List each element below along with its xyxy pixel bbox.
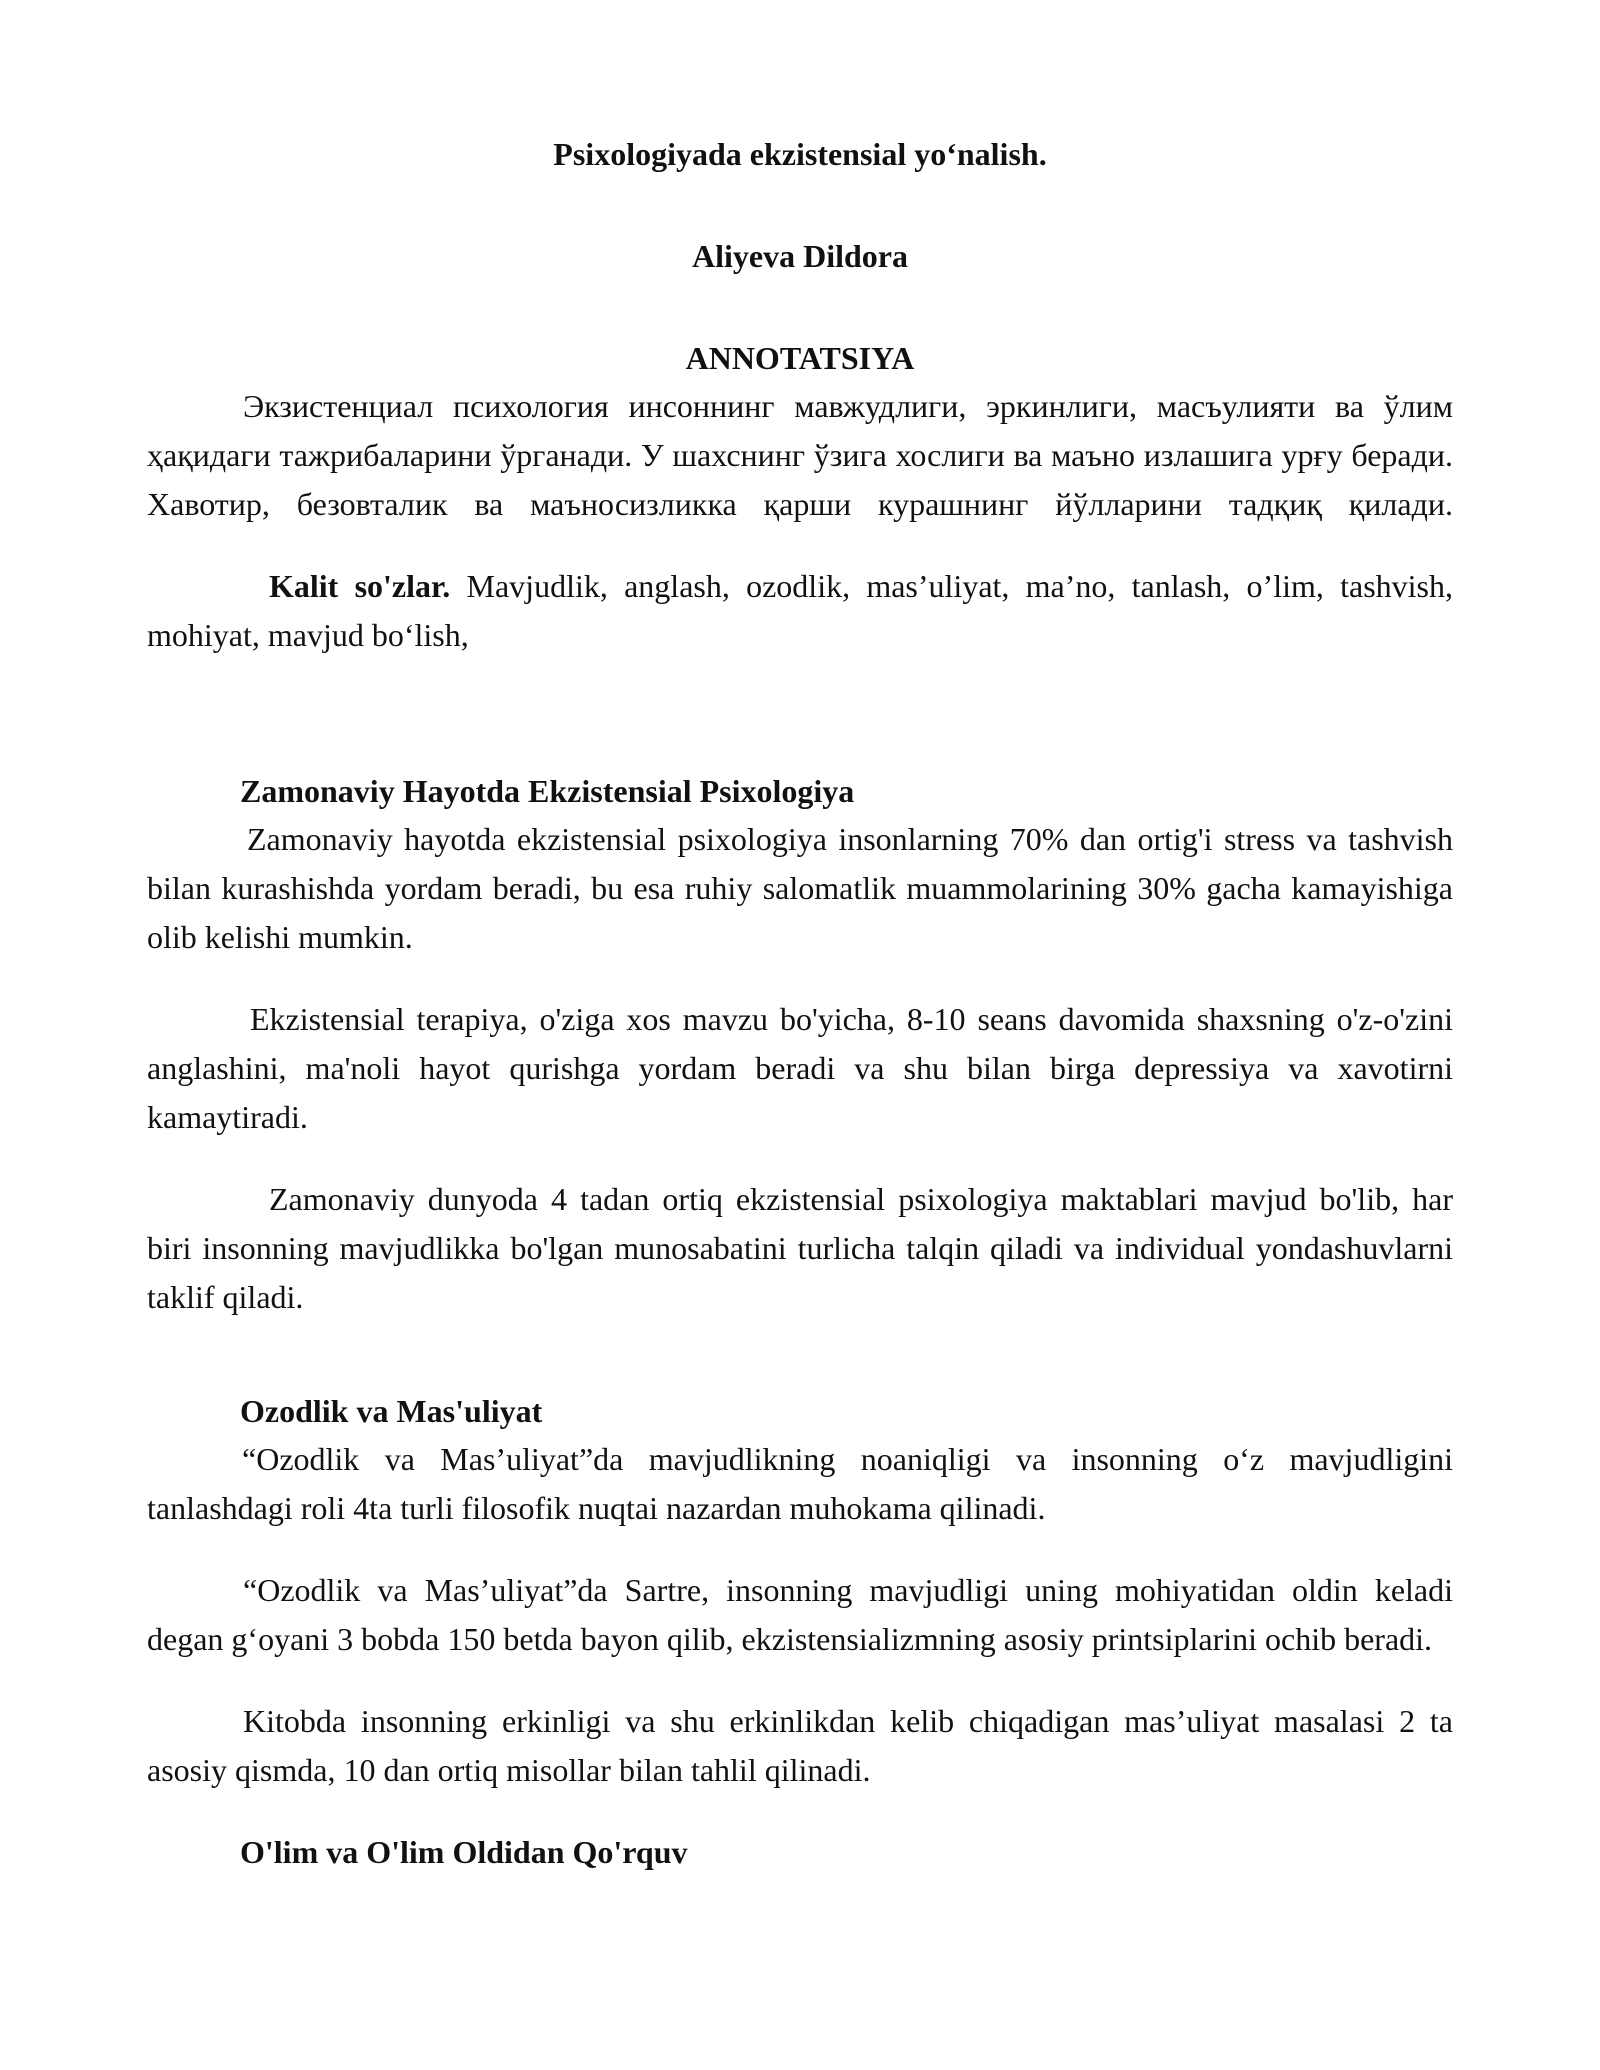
paragraph: Ekzistensial terapiya, o'ziga xos mavzu bo'yicha, 8-10 seans davomida shaxsning o'z-o'zini anglashini, ma'noli hayot qurishga yordam beradi va shu bilan birga depressiya va xavotirni kamaytiradi.: [147, 1001, 1453, 1135]
paragraph: “Ozodlik va Mas’uliyat”da mavjudlikning noaniqligi va insonning o‘z mavjudligini tanlashdagi roli 4ta turli filosofik nuqtai nazardan muhokama qilinadi.: [147, 1441, 1453, 1526]
section-heading-freedom-responsibility: Ozodlik va Mas'uliyat: [240, 1393, 543, 1429]
paragraph: Zamonaviy dunyoda 4 tadan ortiq ekzistensial psixologiya maktablari mavjud bo'lib, har biri insonning mavjudlikka bo'lgan munosabatini turlicha talqin qiladi va individual yondashuvlarni taklif qiladi.: [147, 1181, 1453, 1315]
annotation-heading: ANNOTATSIYA: [685, 340, 915, 376]
annotation-text: Экзистенциал психология инсоннинг мавжудлиги, эркинлиги, масъулияти ва ўлим ҳақидаги тажрибаларини ўрганади. У шахснинг ўзига хослиги ва маъно излашига урғу беради. Хавотир, безовталик ва маъносизликка қарши курашнинг йўлларини тадқиқ қилади.: [147, 388, 1453, 522]
section-heading-modern-life: Zamonaviy Hayotda Ekzistensial Psixologiya: [240, 773, 855, 809]
section-heading-death-fear: O'lim va O'lim Oldidan Qo'rquv: [240, 1834, 688, 1870]
paragraph: Kitobda insonning erkinligi va shu erkinlikdan kelib chiqadigan mas’uliyat masalasi 2 ta asosiy qismda, 10 dan ortiq misollar bilan tahlil qilinadi.: [147, 1703, 1453, 1788]
document-title: Psixologiyada ekzistensial yo‘nalish.: [553, 136, 1047, 172]
keywords-paragraph: [147, 562, 1453, 660]
paragraph: Zamonaviy hayotda ekzistensial psixologiya insonlarning 70% dan ortig'i stress va tashvish bilan kurashishda yordam beradi, bu esa ruhiy salomatlik muammolarining 30% gacha kamayishiga olib kelishi mumkin.: [147, 821, 1453, 955]
keywords-text: Mavjudlik, anglash, ozodlik, mas’uliyat, ma’no, tanlash, o’lim, tashvish, mohiyat, mavjud bo‘lish,: [147, 568, 1454, 653]
paragraph: “Ozodlik va Mas’uliyat”da Sartre, insonning mavjudligi uning mohiyatidan oldin keladi degan g‘oyani 3 bobda 150 betda bayon qilib, ekzistensializmning asosiy printsiplarini ochib beradi.: [147, 1572, 1453, 1657]
author-name: Aliyeva Dildora: [692, 238, 908, 274]
keywords-label: Kalit so'zlar.: [269, 568, 451, 604]
document-page: [147, 0, 1453, 1876]
